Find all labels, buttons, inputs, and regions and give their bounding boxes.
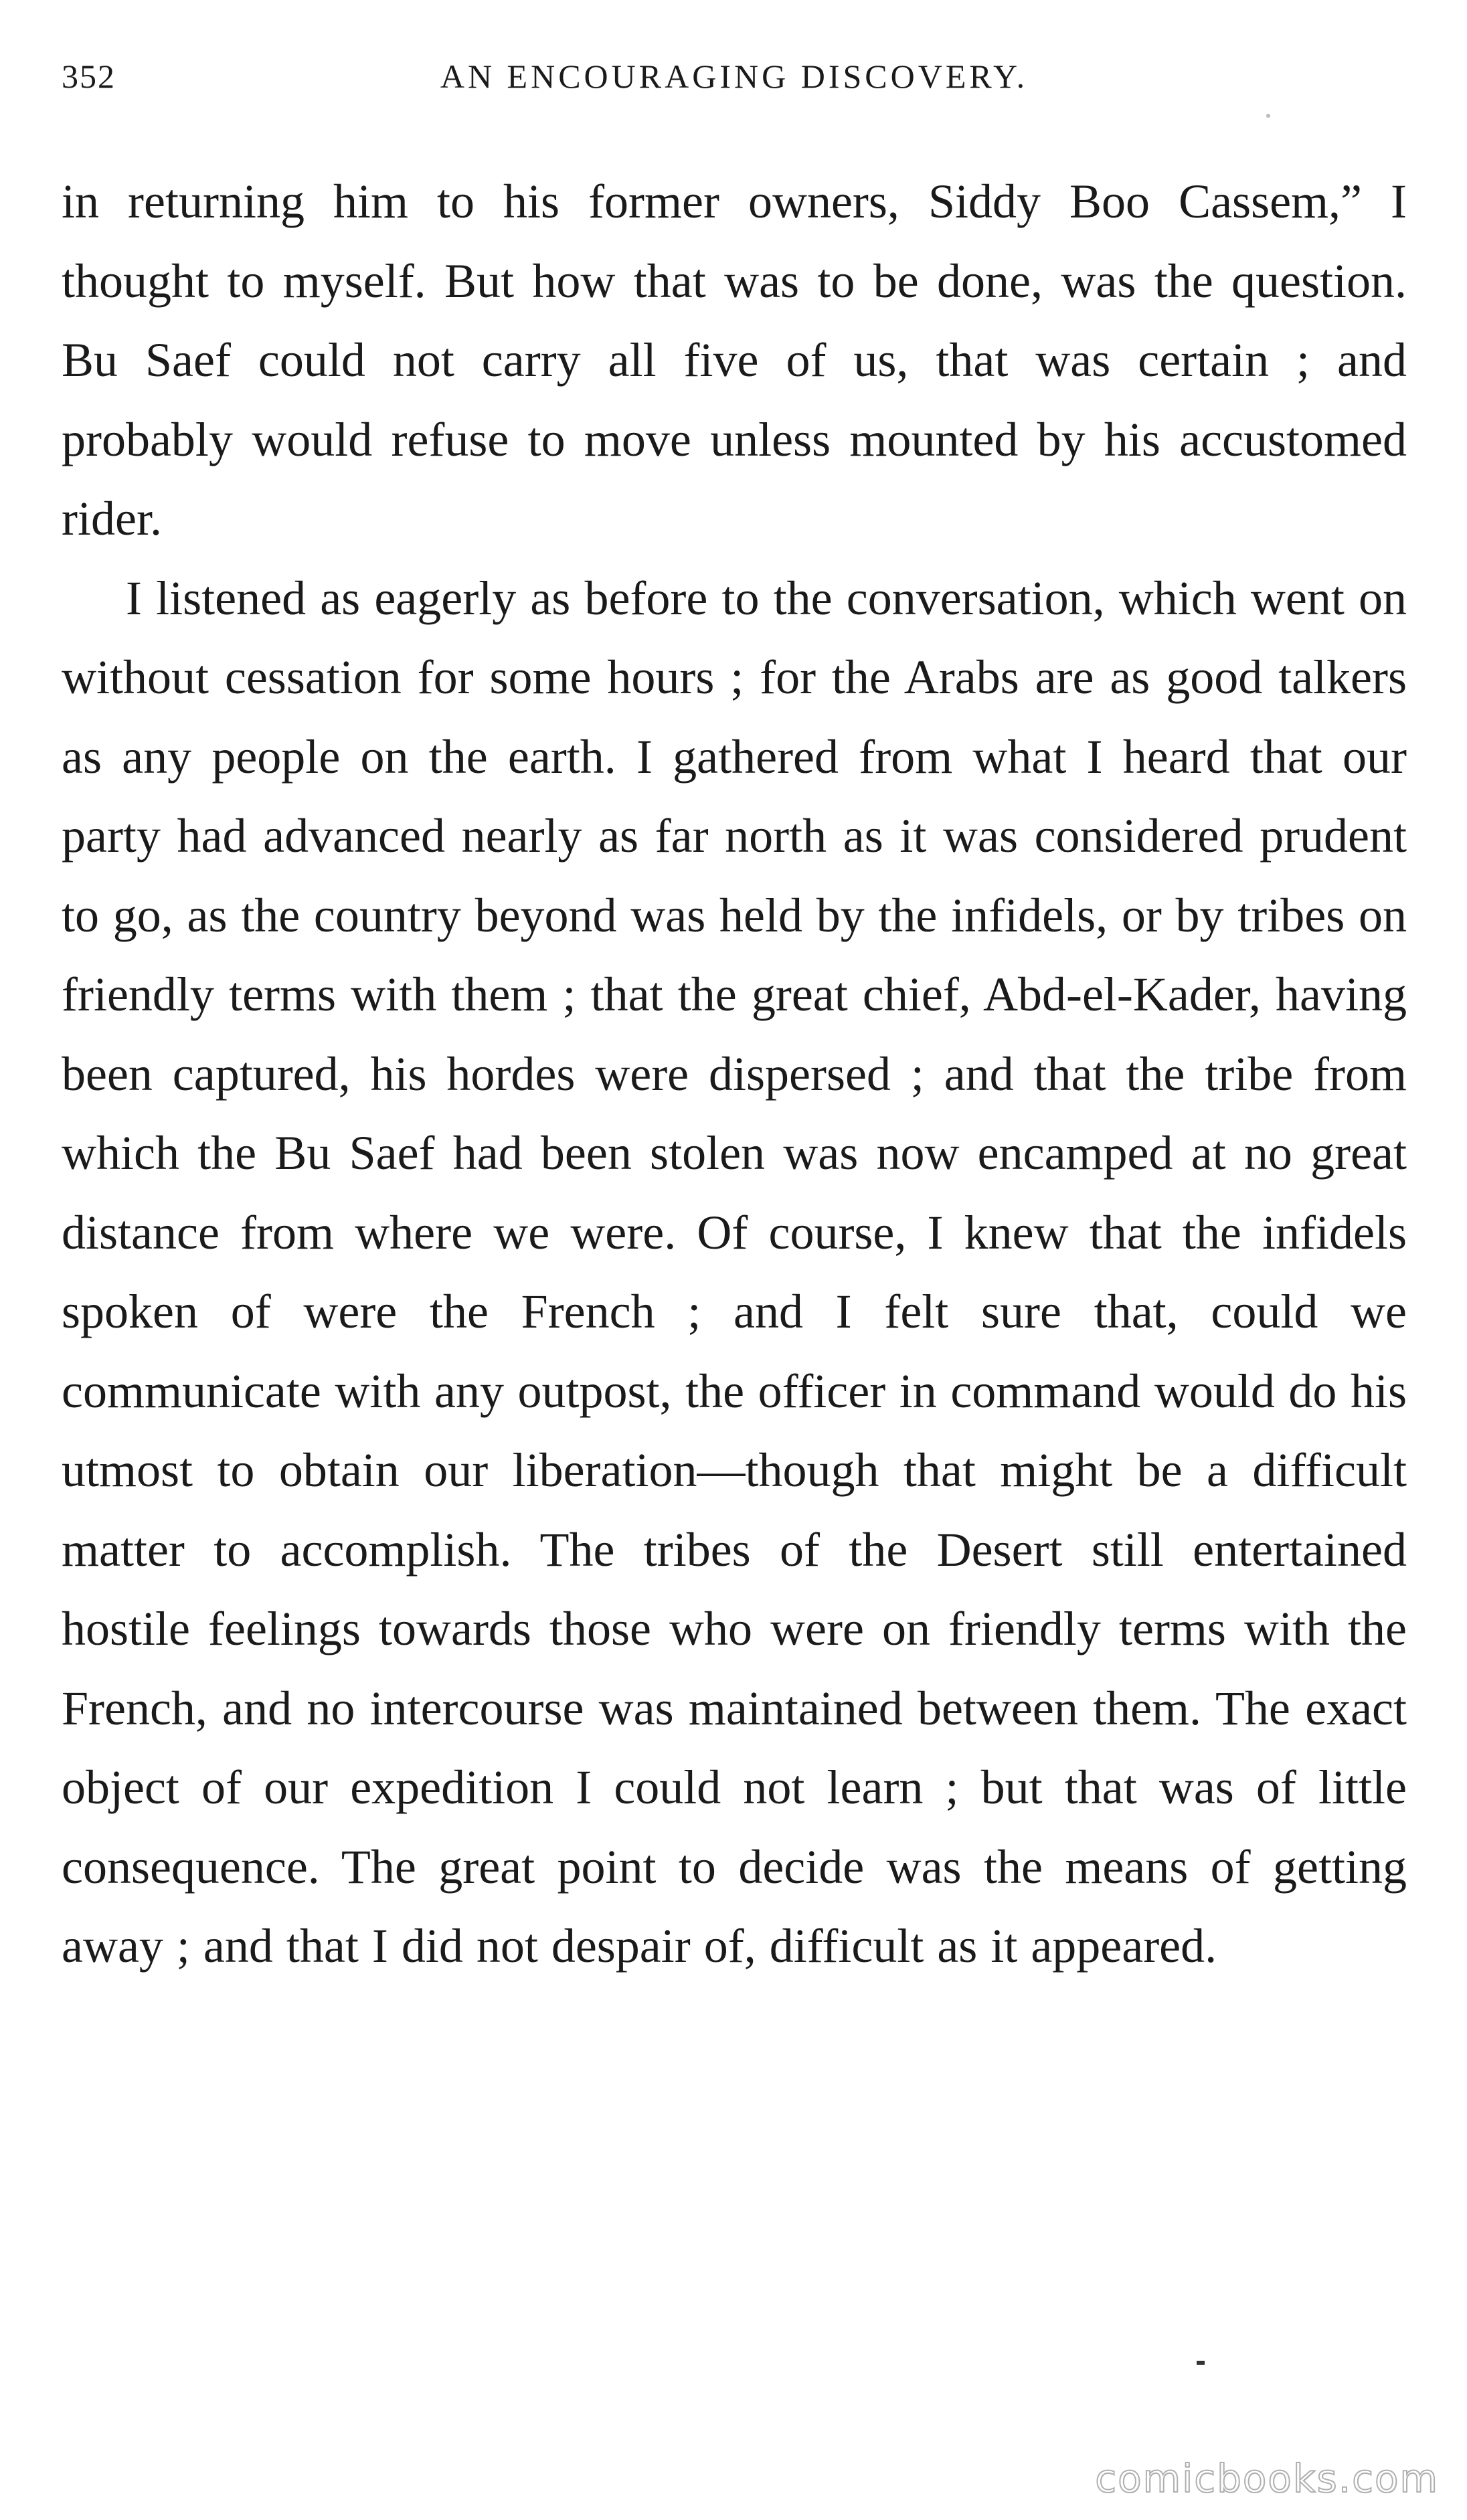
print-speck (1266, 114, 1270, 118)
print-mark (1197, 2361, 1205, 2365)
running-head: AN ENCOURAGING DISCOVERY. (440, 58, 1029, 95)
page-header (62, 57, 1407, 110)
paragraph-2: I listened as eagerly as before to the conversation, which went on without cessation for some hours ; for the Arabs are as good talkers as any people on the earth. I gathered from what I heard that our party had advanced nearly as far north as it was considered prudent to go, as the country beyond was held by the infidels, or by tribes on friendly terms with them ; that the great chief, Abd-el-Kader, having been captured, his hordes were dispersed ; and that the tribe from which the Bu Saef had been stolen was now encamped at no great distance from where we were. Of course, I knew that the infidels spoken of were the French ; and I felt sure that, could we communicate with any outpost, the officer in command would do his utmost to obtain our liberation—though that might be a difficult matter to accomplish. The tribes of the Desert still entertained hostile feelings towards those who were on friendly terms with the French, and no intercourse was maintained between them. The exact object of our expedition I could not learn ; but that was of little consequence. The great point to decide was the means of getting away ; and that I did not despair of, difficult as it appeared. (62, 571, 1407, 1973)
paragraph-1: in returning him to his former owners, Siddy Boo Cassem,” I thought to myself. But how that was to be done, was the question. Bu Saef could not carry all five of us, that was certain ; and probably would refuse to move unless mounted by his accustomed rider. (62, 175, 1407, 545)
watermark: comicbooks.com (1095, 2456, 1439, 2501)
body-text (62, 162, 1407, 1986)
page-number: 352 (62, 58, 116, 95)
